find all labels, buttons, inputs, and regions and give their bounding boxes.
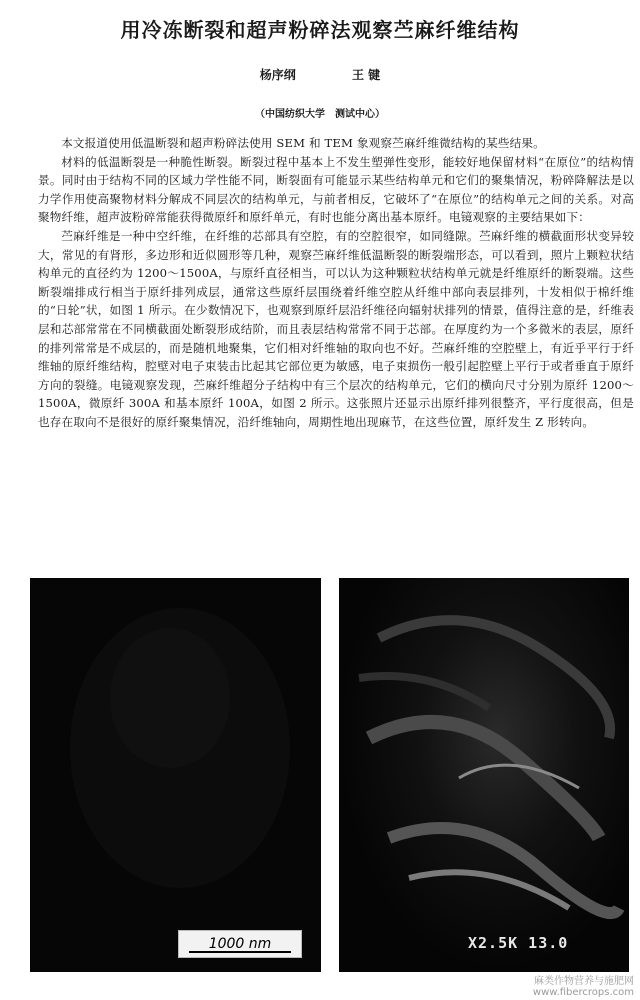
author-line bbox=[0, 66, 640, 83]
watermark-line-1: 麻类作物营养与施肥网 bbox=[534, 976, 634, 987]
paragraph-method: 材料的低温断裂是一种脆性断裂。断裂过程中基本上不发生塑弹性变形，能较好地保留材料“在原位”的结构情景。同时由于结构不同的区域力学性能不同，断裂面有可能显示某些结构单元和它们的聚集情况，粉碎降解法是以力学作用使高聚物材料分解成不同层次的结构单元，与前者相反，它破坏了“在原位”的结构单元之间的关系。对高聚物纤维，超声波粉碎常能获得微原纤和原纤单元，有时也能分离出基本原纤。电镜观察的主要结果如下： bbox=[38, 154, 634, 225]
figure-1-texture bbox=[30, 578, 321, 972]
watermark-line-2: www.fibercrops.com bbox=[532, 987, 634, 998]
paragraph-intro: 本文报道使用低温断裂和超声粉碎法使用 SEM 和 TEM 象观察苎麻纤维微结构的某些结果。 bbox=[61, 136, 545, 150]
author-2: 王 键 bbox=[352, 68, 381, 82]
figure-2-micrograph bbox=[339, 578, 629, 972]
figure-1-micrograph bbox=[30, 578, 321, 972]
author-1: 杨序纲 bbox=[259, 68, 296, 82]
article-body bbox=[38, 134, 634, 432]
scale-bar-label: 1000 nm bbox=[178, 930, 302, 958]
site-watermark bbox=[533, 976, 634, 998]
affiliation: （中国纺织大学 测试中心） bbox=[255, 109, 385, 120]
figure-2-texture bbox=[339, 578, 629, 972]
article-title: 用冷冻断裂和超声粉碎法观察苎麻纤维结构 bbox=[120, 18, 520, 42]
paragraph-results: 苎麻纤维是一种中空纤维，在纤维的芯部具有空腔，有的空腔很窄，如同缝隙。苎麻纤维的横截面形状变异较大，常见的有肾形，多边形和近似圆形等几种，观察苎麻纤维低温断裂的断裂端形态，可以看到，照片上颗粒状结构单元的直径约为 1200～1500A，与原纤直径相当，可以认为这种颗粒状结构单元就是纤维原纤的断裂端。这些断裂端排成行相当于原纤排列成层，通常这些原纤层围绕着纤维空腔从纤维中部向表层排列，十发相似于棉纤维的“日轮”状，如图 1 所示。在少数情况下，也观察到原纤层沿纤维径向辐射状排列的情景，值得注意的是，纤维表层和芯部常常在不同横截面处断裂形成结阶，而且表层结构常常不同于芯部。在厚度约为一个多微米的表层，原纤的排列常常是不成层的，而是随机地聚集，它们相对纤维轴的取向也不好。苎麻纤维的空腔壁上，有近乎平行于纤维轴的原纤维结构，腔壁对电子束装击比起其它部位更为敏感，电子束损伤一般引起腔壁上平行于或者垂直于原纤方向的裂缝。电镜观察发现，苎麻纤维超分子结构中有三个层次的结构单元，它们的横向尺寸分别为原纤 1200～1500A，微原纤 300A 和基本原纤 100A，如图 2 所示。这张照片还显示出原纤排列很整齐，平行度很高，但是也存在取向不是很好的原纤聚集情况，沿纤维轴向，周期性地出现麻节，在这些位置，原纤发生 Z 形转向。 bbox=[38, 228, 634, 429]
magnification-label: X2.5K 13.0 bbox=[468, 934, 569, 952]
